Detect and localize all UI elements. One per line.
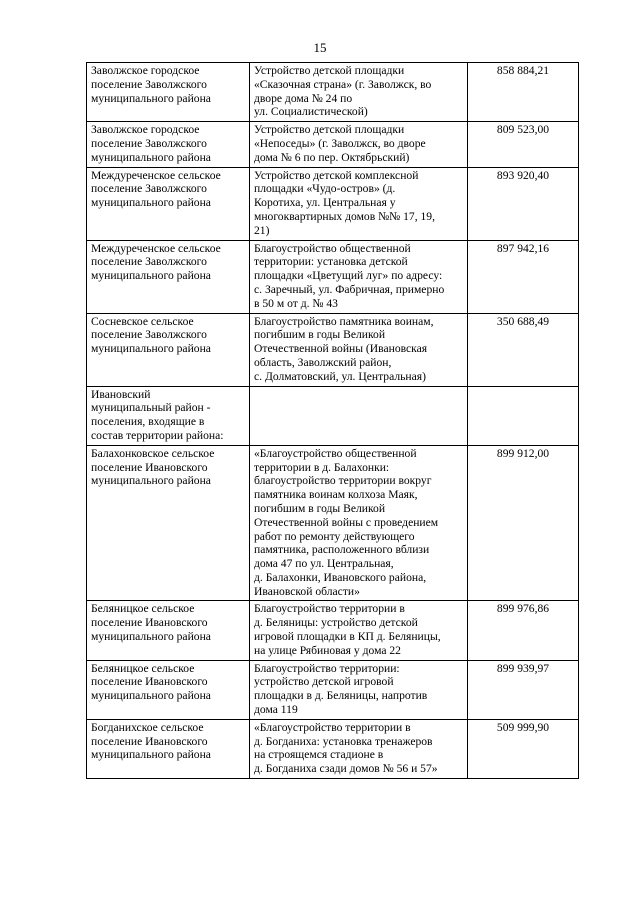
project-cell [250,386,468,445]
project-cell: Устройство детской комплексной площадки «Чудо-остров» (д. Коротиха, ул. Центральная у многоквартирных домов №№ 17, 19, 21) [250,167,468,240]
amount-cell: 893 920,40 [468,167,579,240]
amount-cell: 509 999,90 [468,719,579,778]
settlement-cell: Беляницкое сельское поселение Ивановского муниципального района [87,601,250,660]
amount-cell: 809 523,00 [468,122,579,167]
amount-cell: 858 884,21 [468,63,579,122]
table-row [87,240,579,313]
project-cell: «Благоустройство общественной территории в д. Балахонки: благоустройство территории вокруг памятника воинам колхоза Маяк, погибшим в годы Великой Отечественной войны с проведением работ по ремонту действующего памятника, расположенного вблизи дома 47 по ул. Центральная, д. Балахонки, Ивановского района, Ивановской области» [250,445,468,601]
settlement-cell: Междуреченское сельское поселение Заволжского муниципального района [87,167,250,240]
project-cell: Устройство детской площадки «Непоседы» (г. Заволжск, во дворе дома № 6 по пер. Октябрьский) [250,122,468,167]
amount-cell: 899 976,86 [468,601,579,660]
amount-cell: 897 942,16 [468,240,579,313]
settlement-cell: Заволжское городское поселение Заволжского муниципального района [87,63,250,122]
settlement-cell: Беляницкое сельское поселение Ивановского муниципального района [87,660,250,719]
project-cell: Благоустройство территории в д. Беляницы: устройство детской игровой площадки в КП д. Беляницы, на улице Рябиновая у дома 22 [250,601,468,660]
table-row [87,386,579,445]
table-row [87,122,579,167]
amount-cell: 899 939,97 [468,660,579,719]
table-row [87,313,579,386]
project-cell: Благоустройство общественной территории: установка детской площадки «Цветущий луг» по адресу: с. Заречный, ул. Фабричная, примерно в 50 м от д. № 43 [250,240,468,313]
funding-table [86,62,579,779]
table-row [87,719,579,778]
table-row [87,63,579,122]
settlement-cell: Ивановский муниципальный район - поселения, входящие в состав территории района: [87,386,250,445]
project-cell: Благоустройство памятника воинам, погибшим в годы Великой Отечественной войны (Ивановская область, Заволжский район, с. Долматовский, ул. Центральная) [250,313,468,386]
project-cell: «Благоустройство территории в д. Богданиха: установка тренажеров на строящемся стадионе в д. Богданиха сзади домов № 56 и 57» [250,719,468,778]
settlement-cell: Сосневское сельское поселение Заволжского муниципального района [87,313,250,386]
settlement-cell: Богданихское сельское поселение Ивановского муниципального района [87,719,250,778]
amount-cell: 350 688,49 [468,313,579,386]
funding-table-body [87,63,579,779]
table-row [87,601,579,660]
settlement-cell: Балахонковское сельское поселение Ивановского муниципального района [87,445,250,601]
project-cell: Устройство детской площадки «Сказочная страна» (г. Заволжск, во дворе дома № 24 по ул. Социалистической) [250,63,468,122]
table-row [87,445,579,601]
table-row [87,660,579,719]
project-cell: Благоустройство территории: устройство детской игровой площадки в д. Беляницы, напротив дома 119 [250,660,468,719]
amount-cell: 899 912,00 [468,445,579,601]
amount-cell [468,386,579,445]
table-row [87,167,579,240]
settlement-cell: Заволжское городское поселение Заволжского муниципального района [87,122,250,167]
page-number: 15 [313,40,327,55]
settlement-cell: Междуреченское сельское поселение Заволжского муниципального района [87,240,250,313]
